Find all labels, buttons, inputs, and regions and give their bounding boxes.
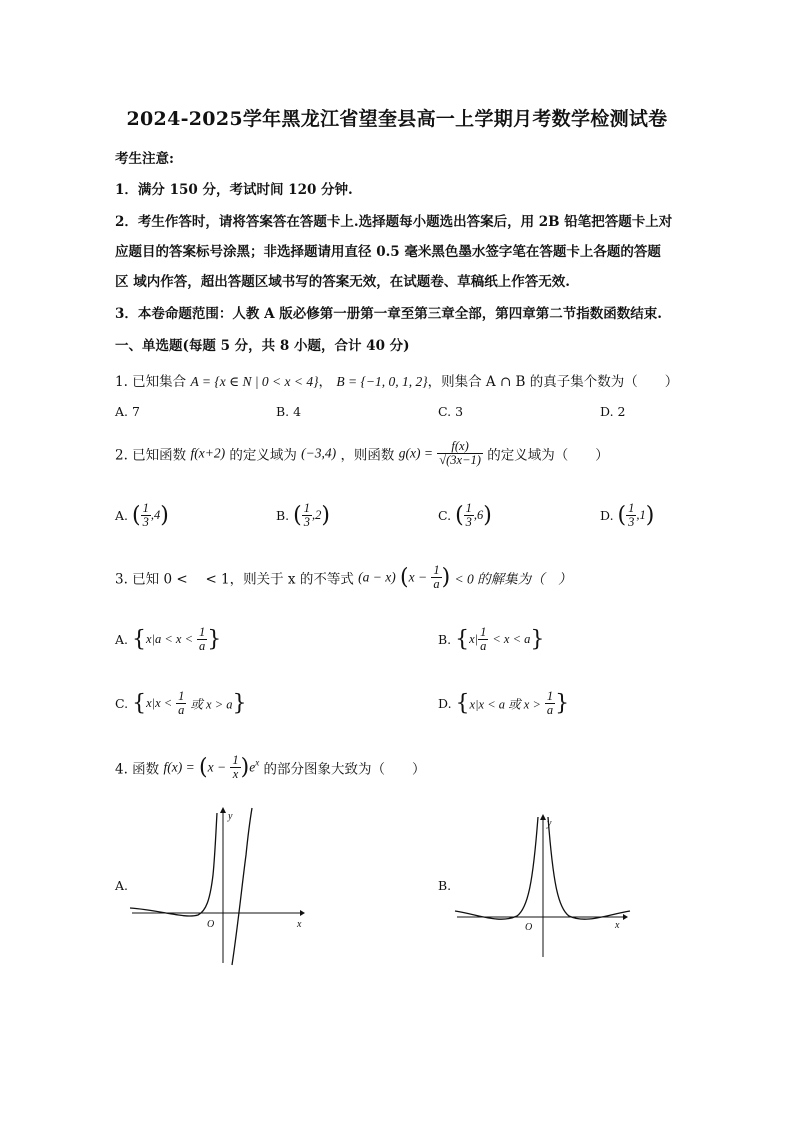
q2-option-c-lparen: ( (455, 503, 464, 529)
q1-option-c[interactable]: C. 3 (438, 404, 464, 419)
q2-domain: (−3,4) (301, 445, 337, 461)
q1-lead: 1. 已知集合 (115, 374, 187, 390)
q3-option-d-letter: D. (438, 696, 452, 712)
q2-option-b-num: 1 (303, 501, 310, 515)
q2-option-c-rparen: ) (483, 503, 492, 529)
q3-option-c-post: 或 x > a (190, 697, 233, 712)
page-title: 2024-2025学年黑龙江省望奎县高一上学期月考数学检测试卷 (126, 108, 668, 130)
q2-option-a-frac (141, 502, 151, 529)
q2-option-b-lparen: ( (293, 503, 302, 529)
q4-frac-num: 1 (232, 753, 239, 767)
q2-option-b[interactable] (276, 502, 330, 529)
q4-graph-a-x-arrow (300, 910, 305, 916)
q3-option-b-lbrace: { (455, 627, 470, 653)
q4-graph-b-curve-left (455, 817, 538, 919)
q3-option-b-post: < x < a (492, 632, 531, 647)
q2-option-a-lparen: ( (132, 503, 141, 529)
q4-exp-sup: x (255, 757, 260, 768)
q3-option-c-lbrace: { (132, 691, 147, 717)
q3-option-c-rbrace: } (232, 691, 247, 717)
q1-sep: ， (318, 374, 333, 390)
q3-option-d-frac (545, 690, 555, 717)
q3-option-b-letter: B. (438, 632, 452, 648)
q2-option-b-letter: B. (276, 508, 290, 524)
q3-option-a-lbrace: { (132, 627, 146, 653)
q3-option-d-pre: x|x < a 或 x > (469, 697, 541, 712)
q1-tail: ，则集合 A ∩ B 的真子集个数为（ ） (427, 374, 679, 390)
q3-option-b[interactable] (438, 626, 544, 653)
question-2 (115, 440, 609, 467)
q2-option-d-letter: D. (600, 508, 614, 524)
q4-tail: 的部分图象大致为（ ） (263, 761, 426, 778)
q2-option-d-end: ,1 (636, 508, 646, 523)
q2-lead: 2. 已知函数 (115, 447, 187, 464)
q4-graph-b-curve-right (548, 817, 630, 919)
question-4 (115, 754, 426, 781)
notice-item-3: 3．本卷命题范围：人教 A 版必修第一册第一章至第三章全部，第四章第二节指数函数结束. (115, 306, 662, 322)
q1-option-d[interactable]: D. 2 (600, 404, 626, 419)
q4-frac-den: x (232, 767, 239, 782)
q4-graph-b-origin: O (525, 922, 533, 933)
notice-item-1: 1．满分 150 分，考试时间 120 分钟. (115, 182, 353, 198)
q4-graph-b-x-arrow (623, 914, 628, 920)
q3-frac-num: 1 (433, 563, 440, 577)
q3-option-a-rbrace: } (207, 627, 222, 653)
q2-option-c-end: ,6 (473, 508, 484, 523)
q2-option-d-rparen: ) (645, 503, 655, 529)
q2-frac-num: f(x) (437, 440, 483, 454)
q4-graph-a-y-label: y (228, 811, 233, 822)
q3-option-a[interactable] (115, 626, 221, 653)
q4-exp: e (249, 759, 256, 775)
q3-option-b-den: a (480, 639, 487, 654)
q4-graph-a-y-arrow (220, 807, 226, 813)
q3-option-c-letter: C. (115, 696, 129, 712)
q3-rparen: ) (441, 565, 451, 591)
q3-option-a-num: 1 (199, 625, 206, 639)
q2-option-c[interactable] (438, 502, 492, 529)
q2-option-a-rparen: ) (160, 503, 169, 529)
q2-mid2: ，则函数 (340, 447, 395, 464)
notice-item-2: 2．考生作答时，请将答案答在答题卡上.选择题每小题选出答案后，用 2B 铅笔把答题卡上对 (115, 214, 673, 230)
q2-option-a-end: ,4 (150, 508, 161, 523)
q4-lead: 4. 函数 (115, 761, 160, 778)
q3-option-c-num: 1 (178, 689, 185, 703)
q2-fx2: f(x+2) (190, 445, 226, 461)
notice-item-2-cont: 应题目的答案标号涂黑；非选择题请用直径 0.5 毫米黑色墨水签字笔在答题卡上各题的答题 (115, 244, 661, 260)
q3-expr-mid: x − (408, 569, 428, 585)
q3-expr-left: (a − x) (358, 569, 396, 585)
q2-option-d-frac (626, 502, 636, 529)
q3-option-b-rbrace: } (530, 627, 545, 653)
q1-set-a: A = {x ∈ N | 0 < x < 4} (190, 374, 319, 389)
q4-graph-a-curve-right (232, 808, 252, 965)
q2-option-d-lparen: ( (617, 503, 627, 529)
q2-option-a-letter: A. (115, 508, 129, 524)
q3-option-b-pre: x| (469, 632, 479, 647)
q2-option-d[interactable] (600, 502, 654, 529)
q4-option-b-label[interactable]: B. (438, 878, 452, 893)
q3-frac (431, 564, 441, 591)
q2-option-b-end: ,2 (312, 508, 322, 523)
q3-option-a-pre: x|a < x < (146, 632, 194, 647)
q3-lparen: ( (400, 565, 409, 591)
q2-gx: g(x) = (398, 445, 433, 461)
q3-option-a-letter: A. (115, 632, 129, 648)
q4-graph-a-origin: O (207, 919, 215, 930)
notice-item-2-cont2: 区 域内作答，超出答题区域书写的答案无效，在试题卷、草稿纸上作答无效. (115, 274, 570, 290)
q4-graph-b-y-arrow (540, 814, 546, 820)
q2-option-d-den: 3 (628, 515, 635, 530)
q3-option-a-den: a (199, 639, 206, 654)
q2-option-c-letter: C. (438, 508, 452, 524)
q2-option-a-den: 3 (142, 515, 149, 530)
q2-option-b-den: 3 (303, 515, 310, 530)
q4-graph-b[interactable] (455, 812, 630, 960)
q4-graph-a-curve-left (130, 813, 217, 916)
section-heading: 一、单选题(每题 5 分，共 8 小题，合计 40 分) (115, 338, 410, 354)
q3-option-a-frac (197, 626, 207, 653)
q3-option-d-num: 1 (546, 689, 554, 703)
q2-option-a[interactable] (115, 502, 169, 529)
q4-fx: f(x) = (163, 759, 195, 775)
notice-heading: 考生注意: (115, 151, 174, 167)
q3-option-c[interactable] (115, 690, 247, 717)
q3-lead: 3. 已知 0 < < 1，则关于 x 的不等式 (115, 571, 354, 588)
q3-option-d-lbrace: { (455, 691, 470, 717)
q2-option-c-frac (464, 502, 474, 529)
question-1 (115, 370, 678, 390)
q2-option-c-num: 1 (465, 501, 472, 515)
q3-option-c-pre: x|x < (146, 696, 173, 711)
q3-option-c-den: a (178, 703, 185, 718)
q2-option-b-frac (302, 502, 312, 529)
q1-option-b[interactable]: B. 4 (276, 404, 302, 419)
q2-fraction (437, 440, 483, 467)
q3-option-d-rbrace: } (555, 691, 570, 717)
question-3 (115, 564, 572, 591)
q2-option-b-rparen: ) (321, 503, 330, 529)
q3-option-b-frac (478, 626, 488, 653)
q4-option-a-label[interactable]: A. (115, 878, 129, 893)
q3-frac-den: a (433, 577, 440, 592)
q2-option-d-num: 1 (628, 501, 635, 515)
q3-expr-right: < 0 的解集为（ ） (454, 571, 572, 587)
q2-tail: 的定义域为（ ） (487, 447, 609, 464)
q4-graph-a[interactable] (130, 805, 305, 965)
q3-option-d[interactable] (438, 690, 569, 717)
q4-frac (230, 754, 240, 781)
q3-option-d-den: a (546, 703, 554, 718)
q4-graph-b-x-label: x (615, 920, 620, 931)
q1-option-a[interactable]: A. 7 (115, 404, 140, 419)
q4-lparen: ( (198, 755, 208, 781)
q2-mid1: 的定义域为 (229, 447, 297, 464)
q4-graph-a-x-label: x (297, 919, 302, 930)
q4-rparen: ) (240, 755, 250, 781)
q3-option-b-num: 1 (480, 625, 487, 639)
q4-expr-mid: x − (207, 759, 227, 775)
q2-frac-den: √(3x−1) (439, 453, 481, 468)
q3-option-c-frac (176, 690, 186, 717)
q2-option-a-num: 1 (142, 501, 149, 515)
q2-option-c-den: 3 (465, 515, 472, 530)
q1-set-b: B = {−1, 0, 1, 2} (336, 374, 428, 389)
q4-graph-b-y-label: y (547, 818, 552, 829)
